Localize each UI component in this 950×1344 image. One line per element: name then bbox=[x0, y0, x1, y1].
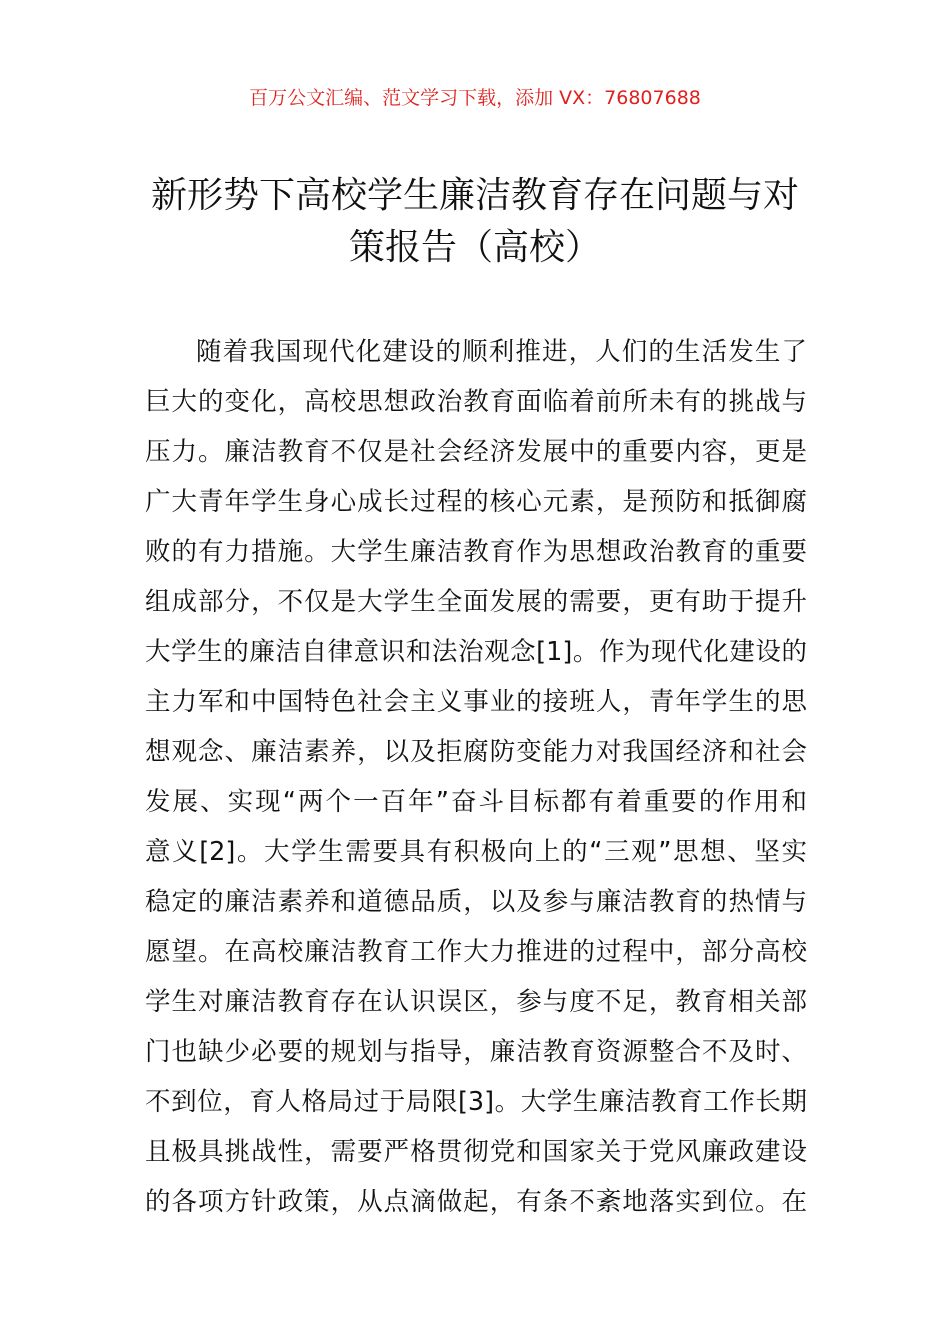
paragraph-line: 压力。廉洁教育不仅是社会经济发展中的重要内容，更是 bbox=[145, 437, 807, 467]
paragraph-line: 学生对廉洁教育存在认识误区，参与度不足，教育相关部 bbox=[145, 987, 807, 1017]
paragraph-line: 主力军和中国特色社会主义事业的接班人，青年学生的思 bbox=[145, 687, 807, 717]
paragraph-line: 且极具挑战性，需要严格贯彻党和国家关于党风廉政建设 bbox=[145, 1137, 807, 1167]
paragraph-line: 稳定的廉洁素养和道德品质，以及参与廉洁教育的热情与 bbox=[145, 887, 807, 917]
header-note: 百万公文汇编、范文学习下载，添加 VX：76807688 bbox=[249, 87, 701, 109]
paragraph-line: 巨大的变化，高校思想政治教育面临着前所未有的挑战与 bbox=[145, 387, 807, 417]
title-line: 新形势下高校学生廉洁教育存在问题与对 bbox=[150, 175, 799, 216]
paragraph-line: 愿望。在高校廉洁教育工作大力推进的过程中，部分高校 bbox=[145, 937, 807, 967]
title-line: 策报告（高校） bbox=[348, 227, 601, 268]
paragraph-line: 败的有力措施。大学生廉洁教育作为思想政治教育的重要 bbox=[145, 537, 807, 567]
paragraph-line: 大学生的廉洁自律意识和法治观念[1]。作为现代化建设的 bbox=[145, 637, 807, 667]
paragraph-line: 想观念、廉洁素养，以及拒腐防变能力对我国经济和社会 bbox=[145, 737, 807, 767]
body-paragraph bbox=[145, 327, 807, 1227]
paragraph-line: 的各项方针政策，从点滴做起，有条不紊地落实到位。在 bbox=[145, 1187, 807, 1217]
paragraph-line: 组成部分，不仅是大学生全面发展的需要，更有助于提升 bbox=[145, 587, 807, 617]
paragraph-line: 门也缺少必要的规划与指导，廉洁教育资源整合不及时、 bbox=[145, 1037, 807, 1067]
paragraph-line: 不到位，育人格局过于局限[3]。大学生廉洁教育工作长期 bbox=[145, 1087, 807, 1117]
document-title bbox=[145, 170, 805, 274]
paragraph-line: 随着我国现代化建设的顺利推进，人们的生活发生了 bbox=[196, 337, 807, 367]
paragraph-line: 意义[2]。大学生需要具有积极向上的“三观”思想、坚实 bbox=[145, 837, 807, 867]
paragraph-line: 发展、实现“两个一百年”奋斗目标都有着重要的作用和 bbox=[145, 787, 807, 817]
paragraph-line: 广大青年学生身心成长过程的核心元素，是预防和抵御腐 bbox=[145, 487, 807, 517]
